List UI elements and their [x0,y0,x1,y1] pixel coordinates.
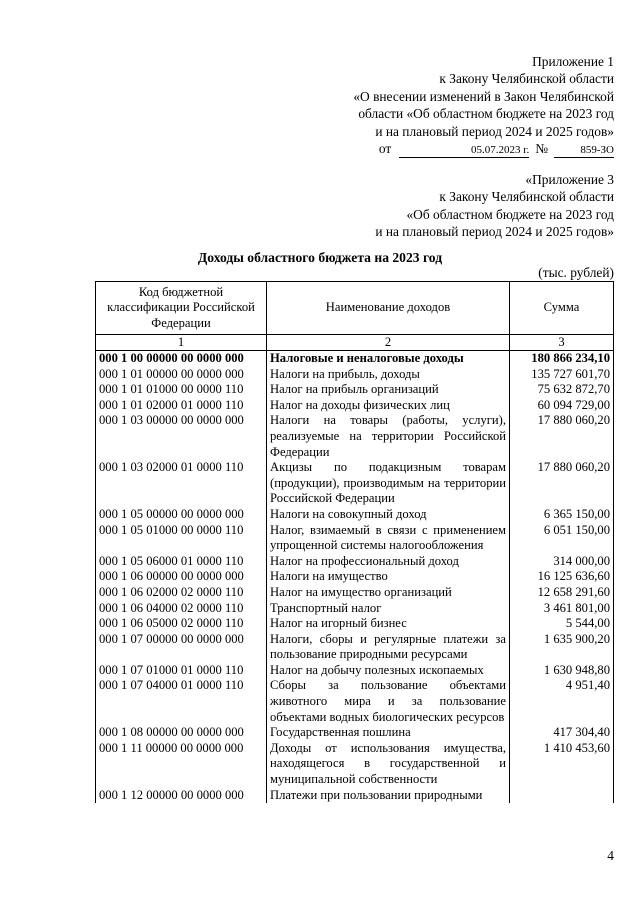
header-line: к Закону Челябинской области [439,71,614,87]
number-sign: № [535,141,548,157]
law-date: 05.07.2023 г. [399,144,529,158]
table-row [96,725,614,741]
budget-code: 000 1 05 01000 00 0000 110 [96,523,267,554]
revenue-sum: 6 051 150,00 [510,523,614,554]
annex-header [375,171,614,241]
revenue-sum: 6 365 150,00 [510,507,614,523]
law-number: 859-ЗО [554,144,614,158]
units-label: (тыс. рублей) [538,265,614,280]
column-number-row [96,335,614,351]
table-row [96,663,614,679]
column-header-name: Наименование доходов [267,282,510,335]
revenue-sum: 4 951,40 [510,678,614,725]
revenue-table [95,281,614,803]
budget-code: 000 1 07 01000 01 0000 110 [96,663,267,679]
document-title: Доходы областного бюджета на 2023 год [197,250,443,265]
revenue-name: Налоги на имущество [267,569,510,585]
revenue-sum: 60 094 729,00 [510,398,614,414]
header-line: и на плановый период 2024 и 2025 годов» [375,123,614,139]
column-number: 2 [267,335,510,351]
revenue-name: Налог на имущество организаций [267,585,510,601]
budget-code: 000 1 06 04000 02 0000 110 [96,601,267,617]
revenue-name: Транспортный налог [267,601,510,617]
budget-code: 000 1 07 00000 00 0000 000 [96,632,267,663]
table-row [96,788,614,804]
revenue-name: Налоговые и неналоговые доходы [267,351,510,367]
table-row [96,460,614,507]
header-line: и на плановый период 2024 и 2025 годов» [375,224,614,240]
budget-code: 000 1 06 02000 02 0000 110 [96,585,267,601]
revenue-sum: 1 410 453,60 [510,741,614,788]
revenue-sum: 1 630 948,80 [510,663,614,679]
header-line: к Закону Челябинской области [439,189,614,205]
budget-code: 000 1 06 00000 00 0000 000 [96,569,267,585]
revenue-sum: 5 544,00 [510,616,614,632]
table-row [96,569,614,585]
budget-code: 000 1 01 01000 00 0000 110 [96,382,267,398]
revenue-name: Налог на прибыль организаций [267,382,510,398]
revenue-name: Сборы за пользование объектами животного мира и за пользование объектами водных биологических ресурсов [267,678,510,725]
revenue-name: Налог на доходы физических лиц [267,398,510,414]
revenue-name: Налог на добычу полезных ископаемых [267,663,510,679]
budget-code: 000 1 01 00000 00 0000 000 [96,367,267,383]
column-header-code: Код бюджетной классификации Российской Федерации [96,282,267,335]
revenue-sum: 12 658 291,60 [510,585,614,601]
table-row [96,616,614,632]
revenue-sum: 180 866 234,10 [510,351,614,367]
revenue-sum: 17 880 060,20 [510,413,614,460]
table-row [96,741,614,788]
revenue-name: Налог на профессиональный доход [267,554,510,570]
from-label: от [378,141,392,157]
law-date-number-line [353,140,614,158]
header-line: области «Об областном бюджете на 2023 год [358,106,614,122]
budget-code: 000 1 11 00000 00 0000 000 [96,741,267,788]
budget-code: 000 1 05 06000 01 0000 110 [96,554,267,570]
column-number: 3 [510,335,614,351]
revenue-sum: 75 632 872,70 [510,382,614,398]
budget-code: 000 1 08 00000 00 0000 000 [96,725,267,741]
table-row [96,351,614,367]
table-row [96,632,614,663]
column-header-sum: Сумма [510,282,614,335]
budget-code: 000 1 05 00000 00 0000 000 [96,507,267,523]
revenue-sum: 314 000,00 [510,554,614,570]
revenue-name: Налоги на совокупный доход [267,507,510,523]
revenue-sum: 16 125 636,60 [510,569,614,585]
revenue-name: Налог на игорный бизнес [267,616,510,632]
table-row [96,507,614,523]
revenue-sum: 17 880 060,20 [510,460,614,507]
header-line: «Приложение 3 [525,172,614,187]
page-number: 4 [607,848,614,863]
table-row [96,601,614,617]
budget-code: 000 1 01 02000 01 0000 110 [96,398,267,414]
revenue-sum: 135 727 601,70 [510,367,614,383]
table-body [96,351,614,804]
table-row [96,523,614,554]
table-row [96,413,614,460]
table-row [96,398,614,414]
header-line: «О внесении изменений в Закон Челябинской [353,88,614,104]
table-row [96,678,614,725]
revenue-name: Доходы от использования имущества, находящегося в государственной и муниципальной собственности [267,741,510,788]
table-row [96,382,614,398]
revenue-name: Налоги на товары (работы, услуги), реализуемые на территории Российской Федерации [267,413,510,460]
header-line: «Об областном бюджете на 2023 год [406,206,614,222]
appendix-header [353,53,614,158]
revenue-sum: 417 304,40 [510,725,614,741]
revenue-sum: 3 461 801,00 [510,601,614,617]
budget-code: 000 1 06 05000 02 0000 110 [96,616,267,632]
revenue-name: Государственная пошлина [267,725,510,741]
budget-code: 000 1 03 00000 00 0000 000 [96,413,267,460]
table-row [96,367,614,383]
column-number: 1 [96,335,267,351]
table-header-row [96,282,614,335]
revenue-name: Налог, взимаемый в связи с применением упрощенной системы налогообложения [267,523,510,554]
budget-code: 000 1 12 00000 00 0000 000 [96,788,267,804]
revenue-name: Платежи при пользовании природными [267,788,510,804]
budget-code: 000 1 07 04000 01 0000 110 [96,678,267,725]
revenue-name: Налоги, сборы и регулярные платежи за пользование природными ресурсами [267,632,510,663]
revenue-sum: 1 635 900,20 [510,632,614,663]
revenue-name: Акцизы по подакцизным товарам (продукции), производимым на территории Российской Федерации [267,460,510,507]
header-line: Приложение 1 [532,54,614,69]
budget-code: 000 1 00 00000 00 0000 000 [96,351,267,367]
revenue-name: Налоги на прибыль, доходы [267,367,510,383]
budget-code: 000 1 03 02000 01 0000 110 [96,460,267,507]
table-row [96,585,614,601]
table-row [96,554,614,570]
revenue-sum [510,788,614,804]
